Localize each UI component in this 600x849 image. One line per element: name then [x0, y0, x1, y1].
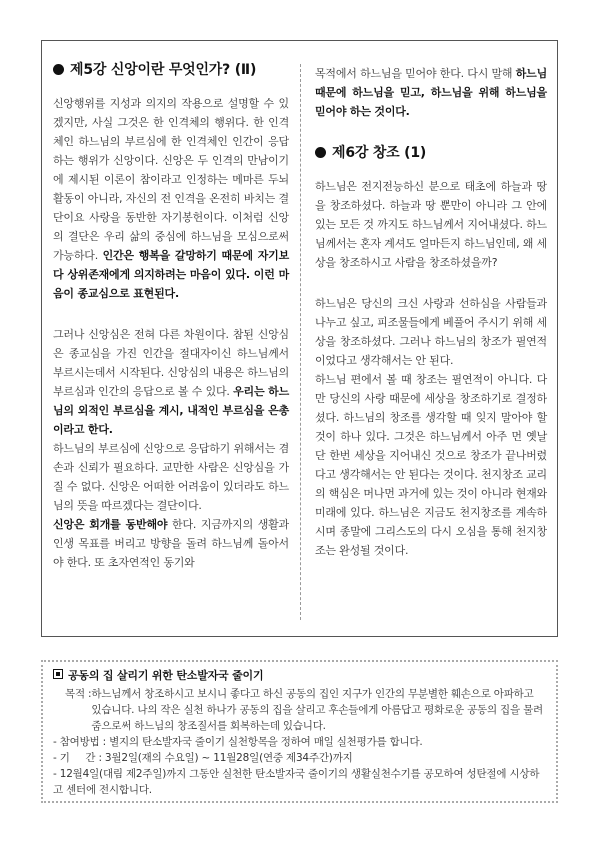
left-column	[53, 60, 289, 572]
column-divider	[300, 64, 302, 620]
lecture5-paragraph-2: 그러나 신앙심은 전혀 다른 차원이다. 참된 신앙심은 종교심을 가진 인간을 절대자이신 하느님께서 부르시는데서 시작된다. 신앙심의 내용은 하느님의 부르심과 인간의 응답으로 볼 수 있다. 우리는 하느님의 외적인 부르심을 계시, 내적인 부르심을 은총이라고 한다.	[53, 328, 289, 436]
lecture6-paragraph-1: 하느님은 전지전능하신 분으로 태초에 하늘과 땅을 창조하셨다. 하늘과 땅 뿐만이 아니라 그 안에 있는 모든 것 까지도 하느님께서 지어내셨다. 하느님께서는 혼자 계셔도 얼마든지 하느님인데, 왜 세상을 창조하시고 사람을 창조하셨을까?	[315, 180, 547, 269]
bullet-icon	[53, 64, 64, 75]
lecture5-paragraph-3: 하느님의 부르심에 신앙으로 응답하기 위해서는 겸손과 신뢰가 필요하다. 교만한 사람은 신앙심을 가질 수 없다. 신앙은 어떠한 어려움이 있더라도 하느님의 뜻을 따르겠다는 결단이다.	[53, 442, 289, 512]
lecture6-paragraph-2: 하느님은 당신의 크신 사랑과 선하심을 사람들과 나누고 싶고, 피조물들에게 베풀어 주시기 위해 세상을 창조하셨다. 그러나 하느님의 창조가 필연적이었다고 생각해서는 안 된다.	[315, 297, 547, 367]
right-column	[315, 64, 547, 560]
notice-method: - 참여방법 : 별지의 탄소발자국 줄이기 실천항목을 정하여 매일 실천평가를 합니다.	[53, 736, 423, 748]
lecture5-paragraph-1: 신앙행위를 지성과 의지의 작용으로 설명할 수 있겠지만, 사실 그것은 한 인격체의 행위다. 한 인격체인 하느님의 부르심에 한 인격체인 인간이 응답하는 행위가 신앙이다. 신앙은 두 인격의 만남이기에 제시된 이론이 참이라고 인정하는 메마른 두뇌활동이 아니라, 자신의 전 인격을 온전히 바치는 결단이요 사랑을 동반한 자기봉헌이다. 이처럼 신앙의 결단은 우리 삶의 중심에 하느님을 모심으로써 가능하다. 인간은 행복을 갈망하기 때문에 자기보다 상위존재에게 의지하려는 마음이 있다. 이런 마음이 종교심으로 표현된다.	[53, 97, 289, 300]
lecture6-paragraph-3: 하느님 편에서 볼 때 창조는 필연적이 아니다. 다만 당신의 사랑 때문에 세상을 창조하기로 결정하셨다. 하느님의 창조를 생각할 때 잊지 말아야 할 것이 하나 있다. 그것은 하느님께서 아주 먼 옛날 단 한번 세상을 지어내신 것으로 창조가 끝나버렸다고 생각해서는 안 된다는 것이다. 천지창조 교리의 핵심은 머나먼 과거에 있는 것이 아니라 현재와 미래에 있다. 하느님은 지금도 천지창조를 계속하시며 종말에 그리스도의 다시 오심을 통해 천지창조는 완성될 것이다.	[315, 373, 547, 557]
lecture5-heading: 제5강 신앙이란 무엇인가? (Ⅱ)	[53, 60, 289, 80]
square-bullet-icon	[53, 669, 63, 679]
lecture6-heading: 제6강 창조 (1)	[315, 143, 547, 163]
notice-contest: - 12월4일(대림 제2주일)까지 그동안 실천한 탄소발자국 줄이기의 생활실천수기를 공모하여 성탄절에 시상하고 센터에 전시합니다.	[53, 768, 540, 796]
lecture5-continuation: 목적에서 하느님을 믿어야 한다. 다시 말해 하느님 때문에 하느님을 믿고, 하느님을 위해 하느님을 믿어야 하는 것이다.	[315, 67, 547, 118]
notice-box	[41, 660, 558, 803]
notice-title: 공동의 집 살리기 위한 탄소발자국 줄이기	[53, 668, 546, 684]
notice-period: - 기 간 : 3월2일(재의 수요일) ~ 11월28일(연중 제34주간)까지	[53, 752, 353, 764]
bullet-icon	[315, 147, 326, 158]
lecture5-paragraph-4: 신앙은 회개를 동반해야 한다. 지금까지의 생활과 인생 목표를 버리고 방향을 돌려 하느님께 돌아서야 한다. 또 초자연적인 동기와	[53, 518, 289, 569]
notice-purpose: 목적 : 하느님께서 창조하시고 보시니 좋다고 하신 공동의 집인 지구가 인간의 무분별한 훼손으로 아파하고 있습니다. 나의 작은 실천 하나가 공동의 집을 살리고 후손들에게 아름답고 평화로운 공동의 집을 물려줌으로써 하느님의 창조질서를 회복하는데 있습니다.	[65, 688, 543, 732]
